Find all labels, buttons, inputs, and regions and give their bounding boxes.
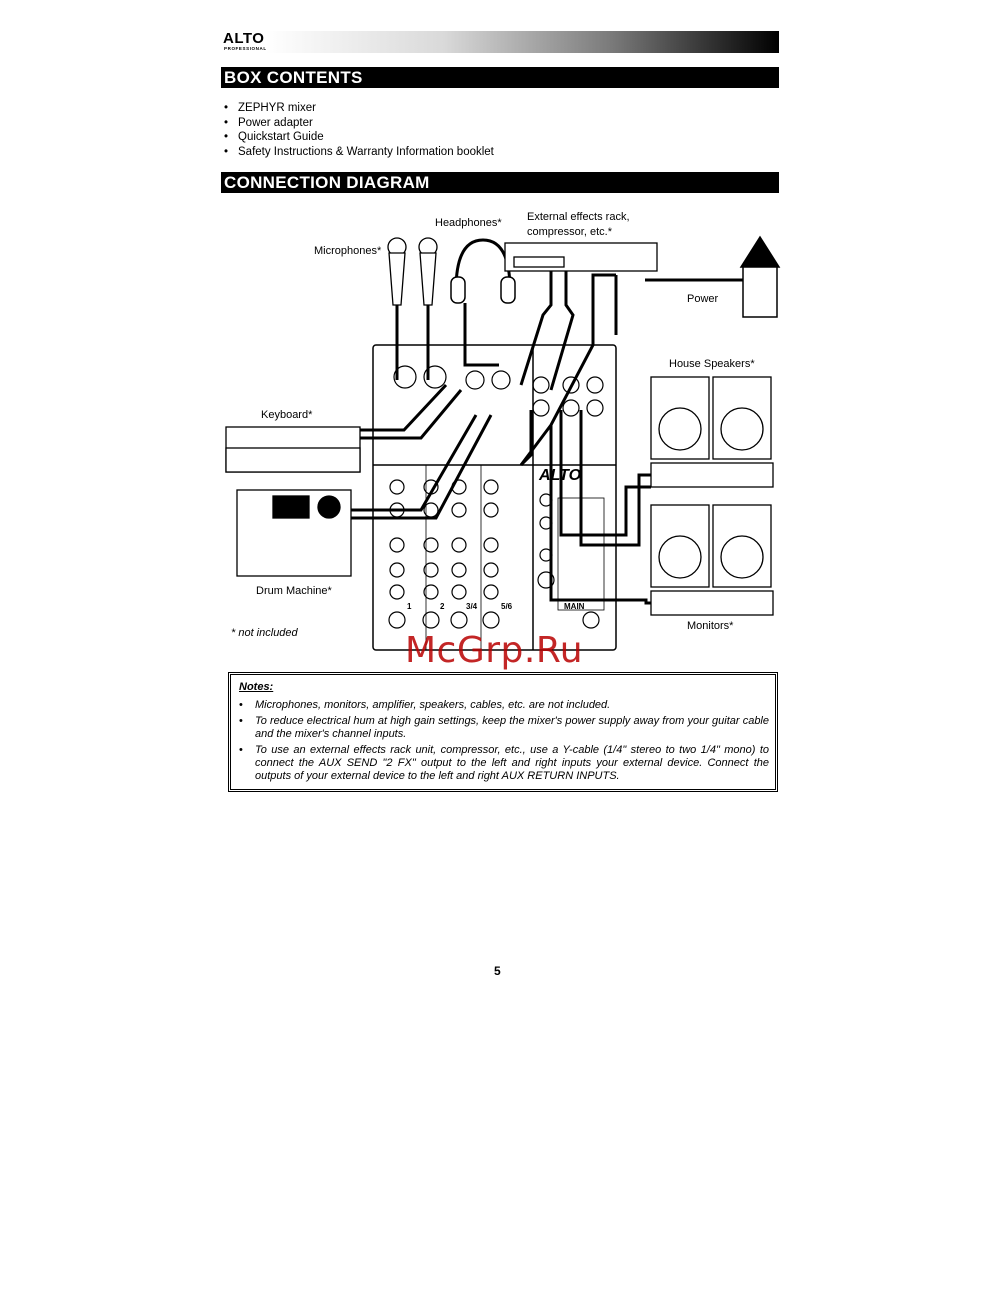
connection-diagram	[221, 205, 781, 660]
alto-logo: ALTO PROFESSIONAL	[223, 30, 267, 51]
not-included-footnote: * not included	[231, 627, 298, 639]
list-item: • ZEPHYR mixer	[221, 101, 494, 116]
page-number: 5	[494, 964, 501, 978]
microphone-icons	[388, 238, 437, 305]
list-item: • Microphones, monitors, amplifier, speakers, cables, etc. are not included.	[239, 699, 769, 712]
channel-label-2: 2	[440, 602, 445, 611]
power-label: Power	[687, 293, 719, 305]
header-gradient-bar	[221, 31, 779, 53]
box-contents-list	[221, 101, 494, 159]
channel-label-1: 1	[407, 602, 412, 611]
monitors-label: Monitors*	[687, 620, 734, 632]
list-item: • Power adapter	[221, 116, 494, 131]
microphones-label: Microphones*	[314, 245, 382, 257]
keyboard-icon	[226, 427, 360, 472]
notes-box	[228, 672, 778, 792]
monitor-speakers-icon	[651, 505, 773, 615]
keyboard-label: Keyboard*	[261, 409, 313, 421]
effects-rack-icon	[505, 243, 657, 271]
drum-machine-label: Drum Machine*	[256, 585, 332, 597]
connection-diagram-heading: CONNECTION DIAGRAM	[221, 172, 779, 193]
main-label: MAIN	[564, 602, 585, 611]
effects-label-line1: External effects rack,	[527, 211, 630, 223]
notes-title: Notes:	[239, 681, 274, 693]
list-item: • To reduce electrical hum at high gain settings, keep the mixer's power supply away from your guitar cable and the mixer's channel inputs.	[239, 715, 769, 741]
watermark: McGrp.Ru	[405, 630, 584, 671]
list-item: • Safety Instructions & Warranty Information booklet	[221, 145, 494, 160]
list-item: • To use an external effects rack unit, compressor, etc., use a Y-cable (1/4" stereo to two 1/4" mono) to connect the AUX SEND "2 FX" output to the left and right inputs your external device. Connect the outputs of your external device to the left and right AUX RETURN INPUTS.	[239, 744, 769, 783]
mixer-logo: ALTO	[539, 467, 582, 484]
drum-machine-icon	[237, 490, 351, 576]
channel-label-56: 5/6	[501, 602, 513, 611]
headphones-label: Headphones*	[435, 217, 502, 229]
channel-label-34: 3/4	[466, 602, 478, 611]
house-speakers-icon	[651, 377, 773, 487]
power-outlet-icon	[741, 237, 779, 317]
house-speakers-label: House Speakers*	[669, 358, 755, 370]
effects-label-line2: compressor, etc.*	[527, 226, 612, 238]
list-item: • Quickstart Guide	[221, 130, 494, 145]
box-contents-heading: BOX CONTENTS	[221, 67, 779, 88]
notes-list	[239, 699, 769, 786]
